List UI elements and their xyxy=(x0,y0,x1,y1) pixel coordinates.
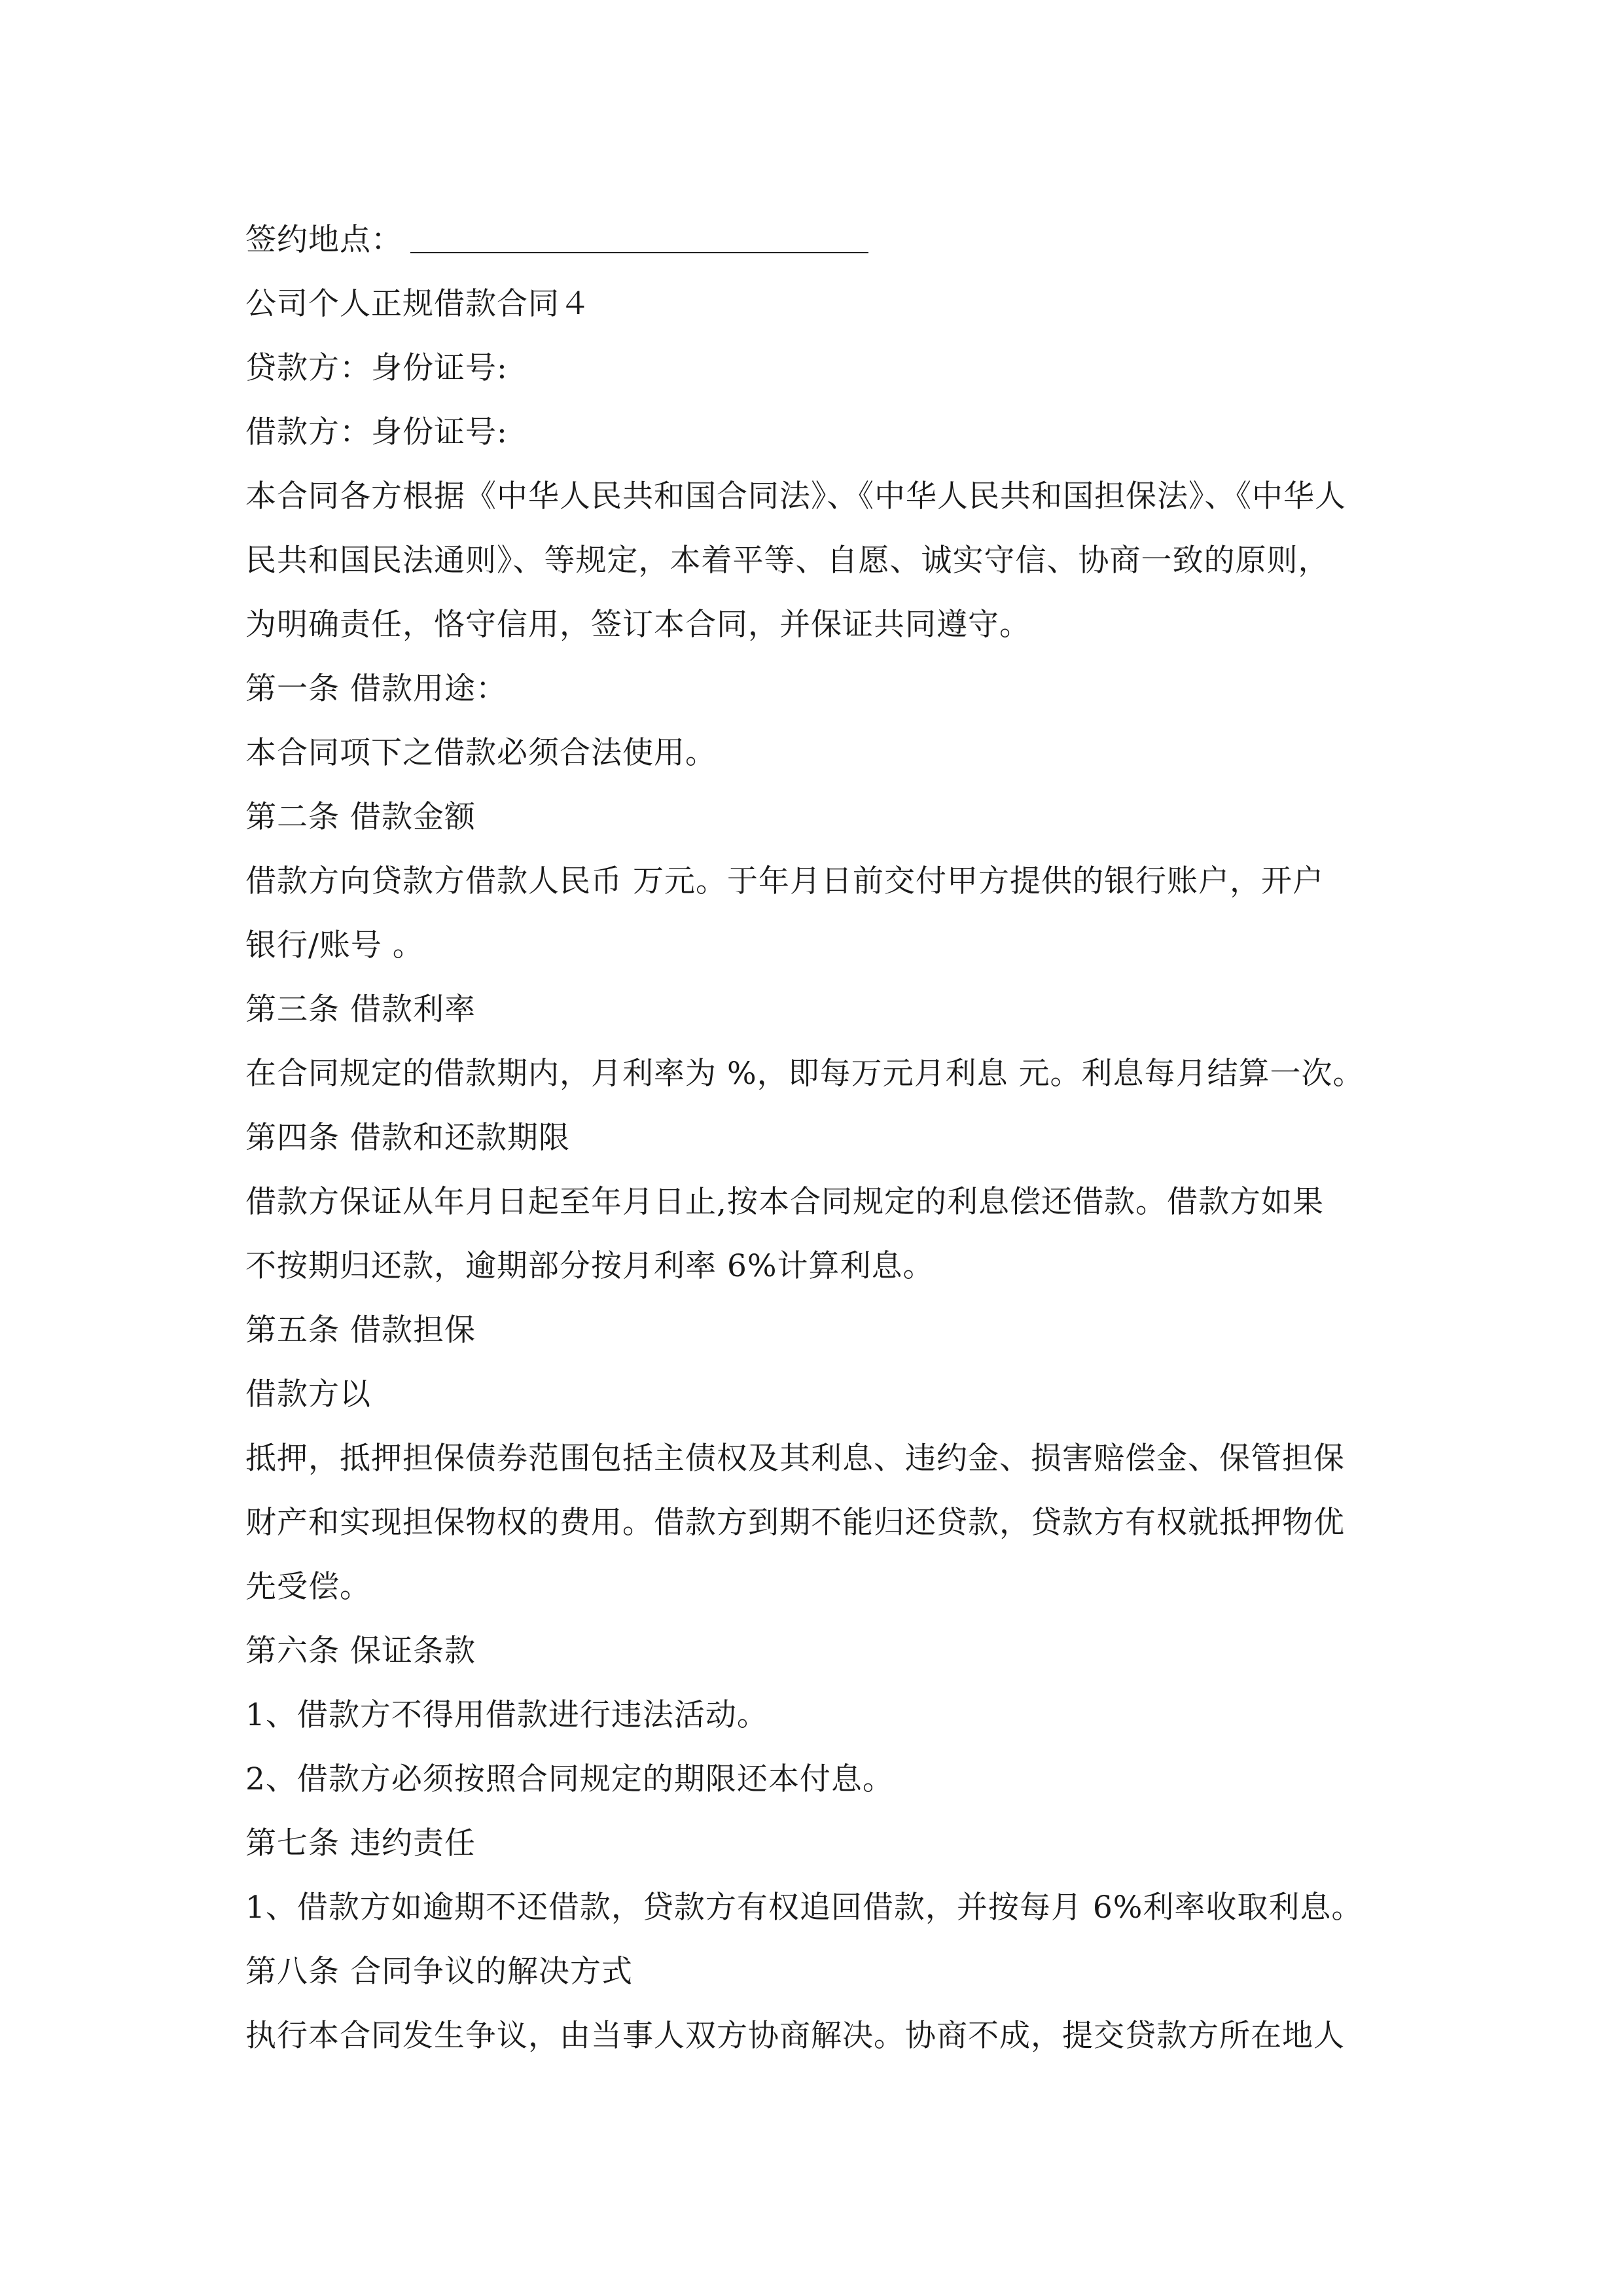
article-4-body-2: 不按期归还款，逾期部分按月利率 6%计算利息。 xyxy=(245,1248,935,1284)
article-4-body-1: 借款方保证从年月日起至年月日止,按本合同规定的利息偿还借款。借款方如果 xyxy=(245,1184,1324,1220)
article-3-heading: 第三条 借款利率 xyxy=(245,992,476,1028)
signing-place-line xyxy=(245,208,1397,272)
article-1-heading: 第一条 借款用途： xyxy=(245,671,507,707)
preamble-line-1: 本合同各方根据《中华人民共和国合同法》、《中华人民共和国担保法》、《中华人 xyxy=(245,478,1346,514)
article-6-item-1: 1、借款方不得用借款进行违法活动。 xyxy=(245,1697,768,1733)
article-4-heading: 第四条 借款和还款期限 xyxy=(245,1120,570,1156)
article-8-body-1: 执行本合同发生争议，由当事人双方协商解决。协商不成，提交贷款方所在地人 xyxy=(245,2018,1345,2054)
article-2-body-1: 借款方向贷款方借款人民币 万元。于年月日前交付甲方提供的银行账户，开户 xyxy=(245,863,1324,899)
article-5-body-4: 先受偿。 xyxy=(245,1569,371,1605)
article-7-item-1: 1、借款方如逾期不还借款，贷款方有权追回借款，并按每月 6%利率收取利息。 xyxy=(245,1890,1363,1926)
preamble-line-3: 为明确责任，恪守信用，签订本合同，并保证共同遵守。 xyxy=(245,607,1031,643)
contract-title: 公司个人正规借款合同４ xyxy=(245,286,591,322)
article-1-body: 本合同项下之借款必须合法使用。 xyxy=(245,735,717,771)
signing-place-label: 签约地点： xyxy=(245,222,402,258)
article-6-item-2: 2、借款方必须按照合同规定的期限还本付息。 xyxy=(245,1761,894,1797)
contract-text xyxy=(245,208,1397,2068)
lender-id-line: 贷款方：身份证号: xyxy=(245,350,508,386)
preamble-line-2: 民共和国民法通则》、等规定，本着平等、自愿、诚实守信、协商一致的原则， xyxy=(245,543,1330,579)
article-7-heading: 第七条 违约责任 xyxy=(245,1825,476,1861)
article-2-heading: 第二条 借款金额 xyxy=(245,799,476,835)
article-2-body-2: 银行/账号 。 xyxy=(245,927,424,963)
article-6-heading: 第六条 保证条款 xyxy=(245,1633,476,1669)
article-5-body-3: 财产和实现担保物权的费用。借款方到期不能归还贷款，贷款方有权就抵押物优 xyxy=(245,1505,1345,1541)
signing-place-blank xyxy=(410,219,868,253)
article-3-body: 在合同规定的借款期内，月利率为 %，即每万元月利息 元。利息每月结算一次。 xyxy=(245,1056,1364,1092)
article-8-heading: 第八条 合同争议的解决方式 xyxy=(245,1954,633,1990)
article-5-body-1: 借款方以 xyxy=(245,1376,371,1412)
article-5-body-2: 抵押，抵押担保债券范围包括主债权及其利息、违约金、损害赔偿金、保管担保 xyxy=(245,1441,1345,1477)
borrower-id-line: 借款方：身份证号: xyxy=(245,414,508,450)
article-5-heading: 第五条 借款担保 xyxy=(245,1312,476,1348)
